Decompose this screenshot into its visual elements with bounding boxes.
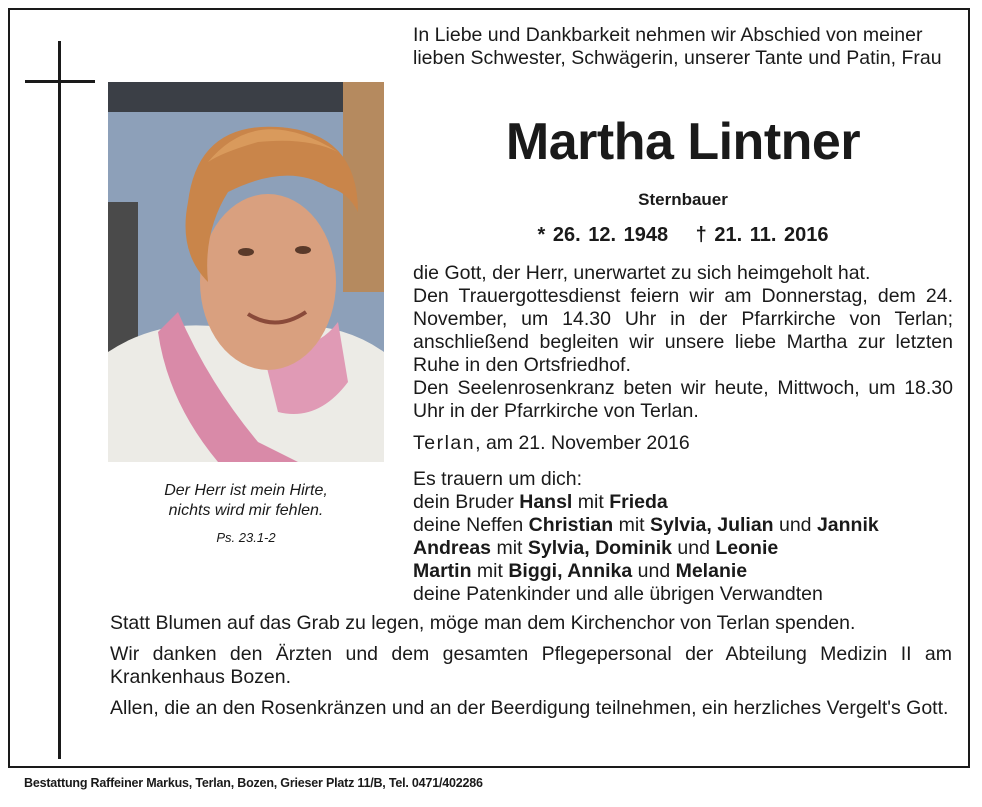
mourner-line: Andreas mit Sylvia, Dominik und Leonie: [413, 537, 779, 559]
cross-icon: [58, 41, 61, 759]
quote-reference: Ps. 23.1-2: [216, 530, 276, 545]
mourners-heading: Es trauern um dich:: [413, 468, 583, 490]
mourner-line: deine Neffen Christian mit Sylvia, Julian und Jannik: [413, 514, 879, 536]
bible-quote: [108, 481, 384, 521]
closing-paragraph: Wir danken den Ärzten und dem gesamten Pflegepersonal der Abteilung Medizin II am Krankenhaus Bozen.: [110, 643, 952, 688]
deceased-nickname: Sternbauer: [638, 190, 728, 209]
closing-paragraph: Statt Blumen auf das Grab zu legen, möge man dem Kirchenchor von Terlan spenden.: [110, 612, 856, 634]
death-date: † 21. 11. 2016: [695, 224, 829, 246]
place-and-date: [413, 432, 953, 455]
cross-icon-bar: [25, 80, 95, 83]
announcement-text: [413, 262, 953, 423]
closing-paragraph: Allen, die an den Rosenkränzen und an der Beerdigung teilnehmen, ein herzliches Vergelt's Gott.: [110, 697, 949, 719]
life-dates: [413, 224, 953, 247]
quote-line: Der Herr ist mein Hirte,: [164, 482, 328, 499]
closing-notes: [110, 612, 952, 728]
undertaker-info: Bestattung Raffeiner Markus, Terlan, Bozen, Grieser Platz 11/B, Tel. 0471/402286: [24, 776, 483, 790]
intro-text: In Liebe und Dankbarkeit nehmen wir Abschied von meiner lieben Schwester, Schwägerin, unserer Tante und Patin, Frau: [413, 24, 942, 69]
body-paragraph: Den Seelenrosenkranz beten wir heute, Mittwoch, um 18.30 Uhr in der Pfarrkirche von Terlan.: [413, 377, 953, 422]
mourners-list: [413, 468, 958, 606]
mourner-line: Martin mit Biggi, Annika und Melanie: [413, 560, 748, 582]
deceased-name: Martha Lintner: [505, 113, 861, 171]
body-paragraph: Den Trauergottesdienst feiern wir am Donnerstag, dem 24. November, um 14.30 Uhr in der Pfarrkirche von Terlan; anschließend begleiten wir unsere liebe Martha zur letzten Ruhe in den Ortsfriedhof.: [413, 285, 953, 376]
mourner-line: deine Patenkinder und alle übrigen Verwandten: [413, 583, 823, 605]
mourner-line: dein Bruder Hansl mit Frieda: [413, 491, 668, 513]
portrait-photo: [108, 82, 384, 462]
place-town: Terlan: [413, 432, 476, 454]
birth-date: * 26. 12. 1948: [537, 224, 669, 246]
quote-line: nichts wird mir fehlen.: [168, 502, 324, 519]
body-paragraph: die Gott, der Herr, unerwartet zu sich heimgeholt hat.: [413, 262, 871, 284]
place-date: , am 21. November 2016: [475, 432, 690, 454]
